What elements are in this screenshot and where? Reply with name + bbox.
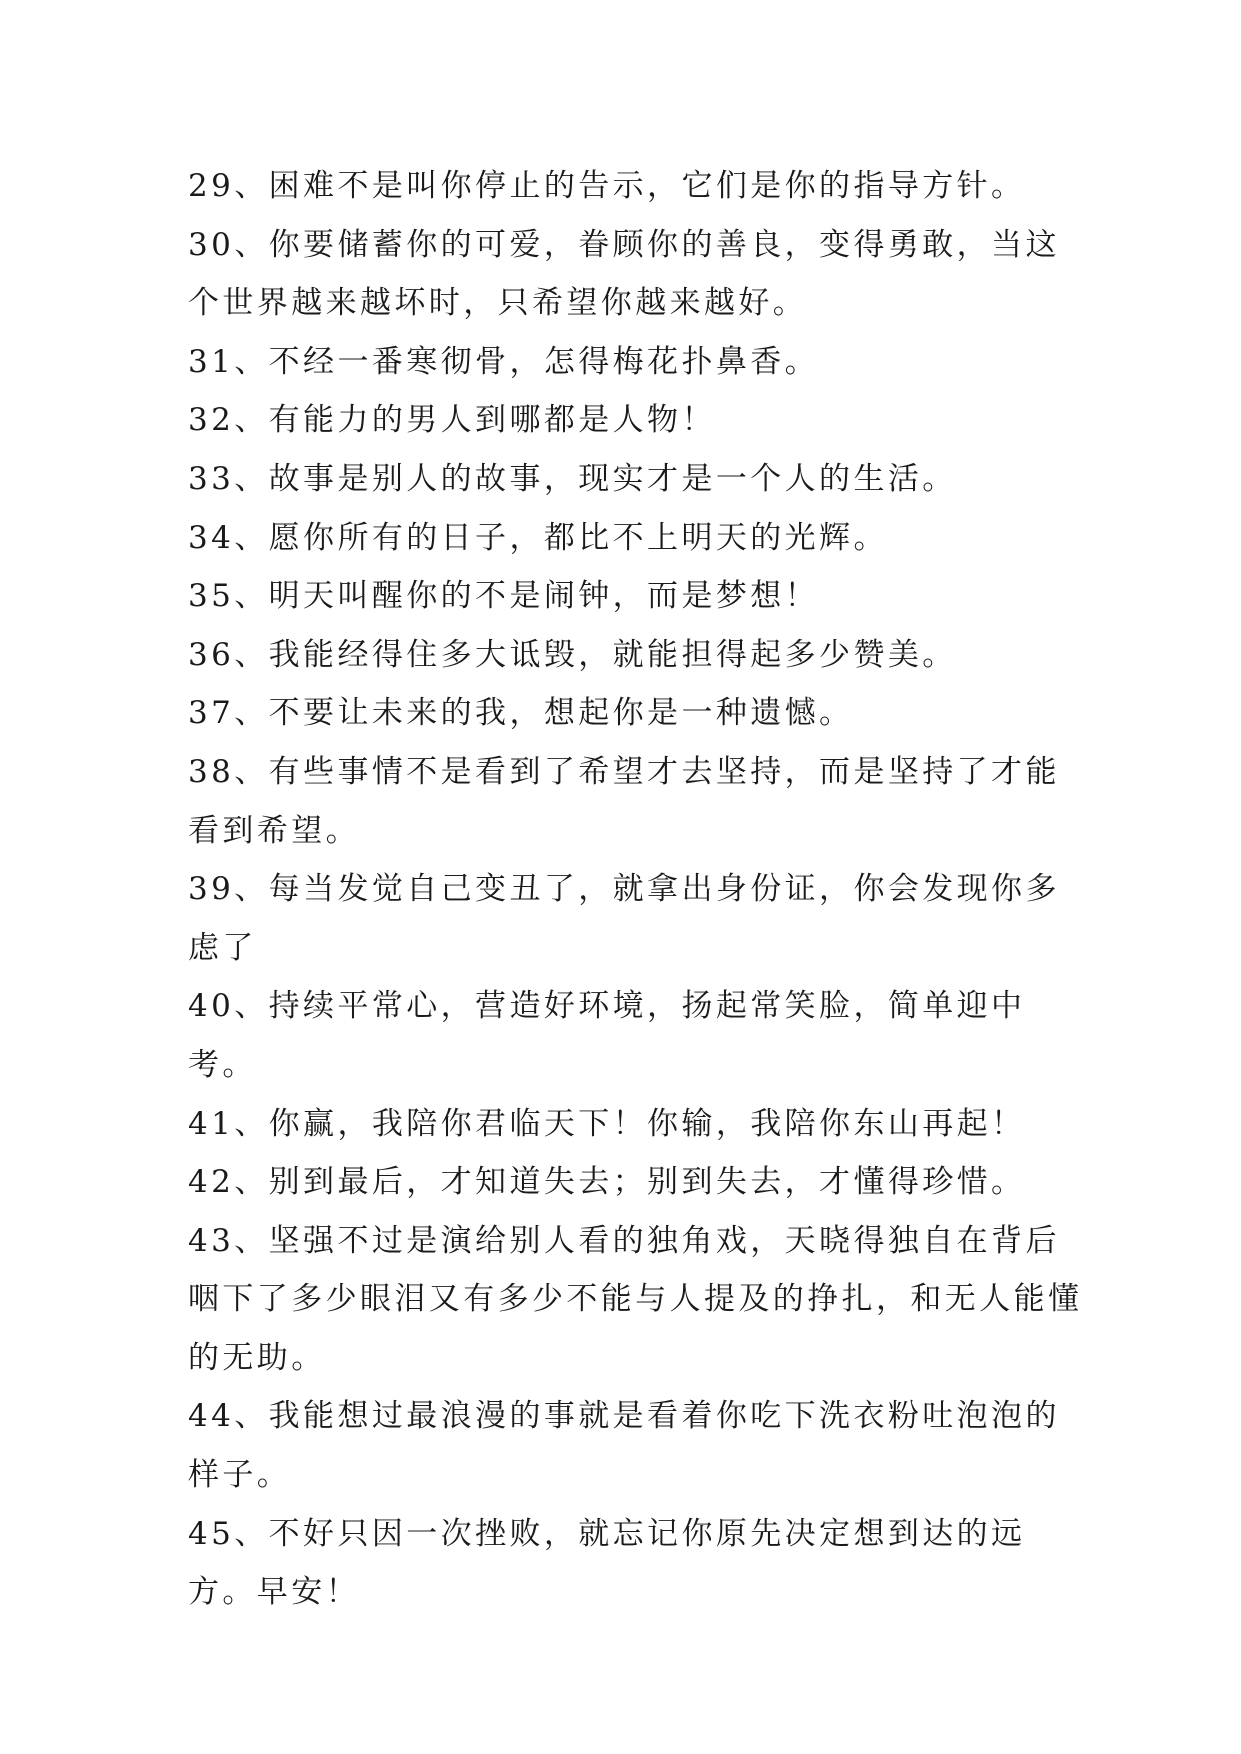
paragraph-30: 30、你要储蓄你的可爱，眷顾你的善良，变得勇敢，当这个世界越来越坏时，只希望你越来越好。 <box>188 226 1060 322</box>
paragraph-44: 44、我能想过最浪漫的事就是看着你吃下洗衣粉吐泡泡的样子。 <box>188 1398 1060 1494</box>
paragraph-42: 42、别到最后，才知道失去；别到失去，才懂得珍惜。 <box>188 1164 1026 1201</box>
paragraph-43: 43、坚强不过是演给别人看的独角戏，天晓得独自在背后咽下了多少眼泪又有多少不能与人提及的挣扎，和无人能懂的无助。 <box>188 1222 1083 1376</box>
paragraph-38: 38、有些事情不是看到了希望才去坚持，而是坚持了才能看到希望。 <box>188 753 1060 849</box>
paragraph-36: 36、我能经得住多大诋毁，就能担得起多少赞美。 <box>188 636 957 673</box>
paragraph-39: 39、每当发觉自己变丑了，就拿出身份证，你会发现你多虑了 <box>188 871 1060 966</box>
paragraph-32: 32、有能力的男人到哪都是人物！ <box>188 402 716 439</box>
paragraph-41: 41、你赢，我陪你君临天下！你输，我陪你东山再起！ <box>188 1105 1026 1142</box>
paragraph-40: 40、持续平常心，营造好环境，扬起常笑脸，简单迎中考。 <box>188 988 1026 1083</box>
paragraph-33: 33、故事是别人的故事，现实才是一个人的生活。 <box>188 460 957 497</box>
paragraph-37: 37、不要让未来的我，想起你是一种遗憾。 <box>188 695 854 732</box>
paragraph-31: 31、不经一番寒彻骨，怎得梅花扑鼻香。 <box>188 343 820 380</box>
document-body <box>188 157 1088 1622</box>
paragraph-29: 29、困难不是叫你停止的告示，它们是你的指导方针。 <box>188 168 1026 204</box>
paragraph-34: 34、愿你所有的日子，都比不上明天的光辉。 <box>188 519 888 556</box>
paragraph-45: 45、不好只因一次挫败，就忘记你原先决定想到达的远方。早安！ <box>188 1515 1026 1611</box>
paragraph-35: 35、明天叫醒你的不是闹钟，而是梦想！ <box>188 578 820 615</box>
